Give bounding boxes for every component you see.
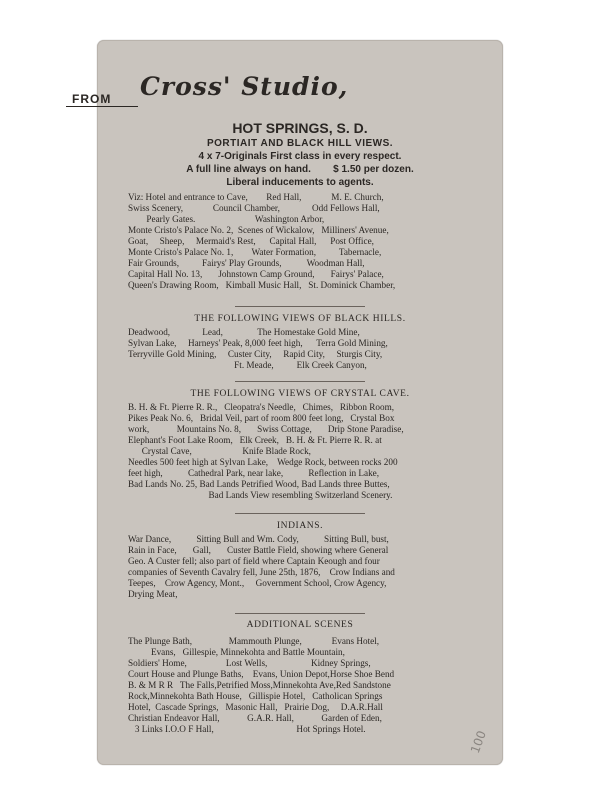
crystal-cave-line: Elephant's Foot Lake Room, Elk Creek, B. H. & Ft. Pierre R. R. at	[128, 435, 382, 445]
black-hills-line: Ft. Meade, Elk Creek Canyon,	[234, 360, 367, 370]
divider	[235, 381, 365, 382]
additional-line: Court House and Plunge Baths, Evans, Union Depot,Horse Shoe Bend	[128, 669, 395, 679]
intro-line: Monte Cristo's Palace No. 1, Water Formation, Tabernacle,	[128, 247, 382, 257]
black-hills-line: Deadwood, Lead, The Homestake Gold Mine,	[128, 327, 360, 337]
from-underline	[66, 106, 138, 107]
crystal-cave-line: work, Mountains No. 8, Swiss Cottage, Drip Stone Paradise,	[128, 424, 404, 434]
originals-line: 4 x 7-Originals First class in every respect.	[198, 151, 402, 162]
intro-line: Fair Grounds, Fairys' Play Grounds, Woodman Hall,	[128, 258, 365, 268]
divider	[235, 306, 365, 307]
crystal-cave-line: Needles 500 feet high at Sylvan Lake, Wedge Rock, between rocks 200	[128, 457, 398, 467]
intro-line: Viz: Hotel and entrance to Cave, Red Hall, M. E. Church,	[128, 192, 384, 202]
indians-line: Geo. A Custer fell; also part of field where Captain Keough and four	[128, 556, 380, 566]
crystal-cave-title: THE FOLLOWING VIEWS OF CRYSTAL CAVE.	[190, 389, 410, 399]
intro-line: Monte Cristo's Palace No. 2, Scenes of Wickalow, Milliners' Avenue,	[128, 225, 389, 235]
intro-line: Pearly Gates. Washington Arbor,	[128, 214, 325, 224]
crystal-cave-line: Crystal Cave, Knife Blade Rock,	[128, 446, 311, 456]
photo-card-back	[72, 40, 503, 765]
additional-line: Evans, Gillespie, Minnekohta and Battle Mountain,	[128, 647, 345, 657]
indians-line: companies of Seventh Cavalry fell, June 25th, 1876, Crow Indians and	[128, 567, 395, 577]
additional-line: Hotel, Cascade Springs, Masonic Hall, Prairie Dog, D.A.R.Hall	[128, 702, 383, 712]
agents-line: Liberal inducements to agents.	[226, 177, 374, 188]
from-label: FROM	[72, 92, 112, 106]
intro-line: Queen's Drawing Room, Kimball Music Hall, St. Dominick Chamber,	[128, 280, 396, 290]
additional-line: Christian Endeavor Hall, G.A.R. Hall, Garden of Eden,	[128, 713, 382, 723]
crystal-cave-line: Bad Lands View resembling Switzerland Scenery.	[208, 490, 393, 500]
intro-line: Goat, Sheep, Mermaid's Rest, Capital Hall, Post Office,	[128, 236, 374, 246]
indians-title: INDIANS.	[276, 521, 324, 531]
studio-name: Cross' Studio,	[140, 72, 349, 101]
additional-line: 3 Links I.O.O F Hall, Hot Springs Hotel.	[128, 724, 366, 734]
crystal-cave-line: B. H. & Ft. Pierre R. R., Cleopatra's Needle, Chimes, Ribbon Room,	[128, 402, 395, 412]
location-heading: HOT SPRINGS, S. D.	[232, 120, 368, 136]
crystal-cave-line: Bad Lands No. 25, Bad Lands Petrified Wood, Bad Lands three Buttes,	[128, 479, 390, 489]
crystal-cave-line: feet high, Cathedral Park, near lake, Reflection in Lake,	[128, 468, 380, 478]
crystal-cave-line: Pikes Peak No. 6, Bridal Veil, part of room 800 feet long, Crystal Box	[128, 413, 395, 423]
black-hills-line: Sylvan Lake, Harneys' Peak, 8,000 feet high, Terra Gold Mining,	[128, 338, 388, 348]
indians-line: Rain in Face, Gall, Custer Battle Field, showing where General	[128, 545, 389, 555]
indians-line: Teepes, Crow Agency, Mont., Government School, Crow Agency,	[128, 578, 387, 588]
intro-line: Swiss Scenery, Council Chamber, Odd Fellows Hall,	[128, 203, 380, 213]
black-hills-title: THE FOLLOWING VIEWS OF BLACK HILLS.	[194, 314, 406, 324]
price-line: A full line always on hand. $ 1.50 per dozen.	[186, 164, 414, 175]
indians-line: Drying Meat,	[128, 589, 178, 599]
additional-title: ADDITIONAL SCENES	[246, 620, 354, 630]
intro-line: Capital Hall No. 13, Johnstown Camp Ground, Fairys' Palace,	[128, 269, 384, 279]
additional-line: B. & M R R The Falls,Petrified Moss,Minnekohta Ave,Red Sandstone	[128, 680, 391, 690]
black-hills-line: Terryville Gold Mining, Custer City, Rapid City, Sturgis City,	[128, 349, 383, 359]
pencil-note: 100	[467, 728, 489, 756]
indians-line: War Dance, Sitting Bull and Wm. Cody, Sitting Bull, bust,	[128, 534, 389, 544]
divider	[235, 513, 365, 514]
additional-line: Rock,Minnekohta Bath House, Gillispie Hotel, Catholican Springs	[128, 691, 383, 701]
subtitle: PORTIAIT AND BLACK HILL VIEWS.	[206, 138, 394, 149]
divider	[235, 613, 365, 614]
additional-line: Soldiers' Home, Lost Wells, Kidney Springs,	[128, 658, 371, 668]
additional-line: The Plunge Bath, Mammouth Plunge, Evans Hotel,	[128, 636, 380, 646]
